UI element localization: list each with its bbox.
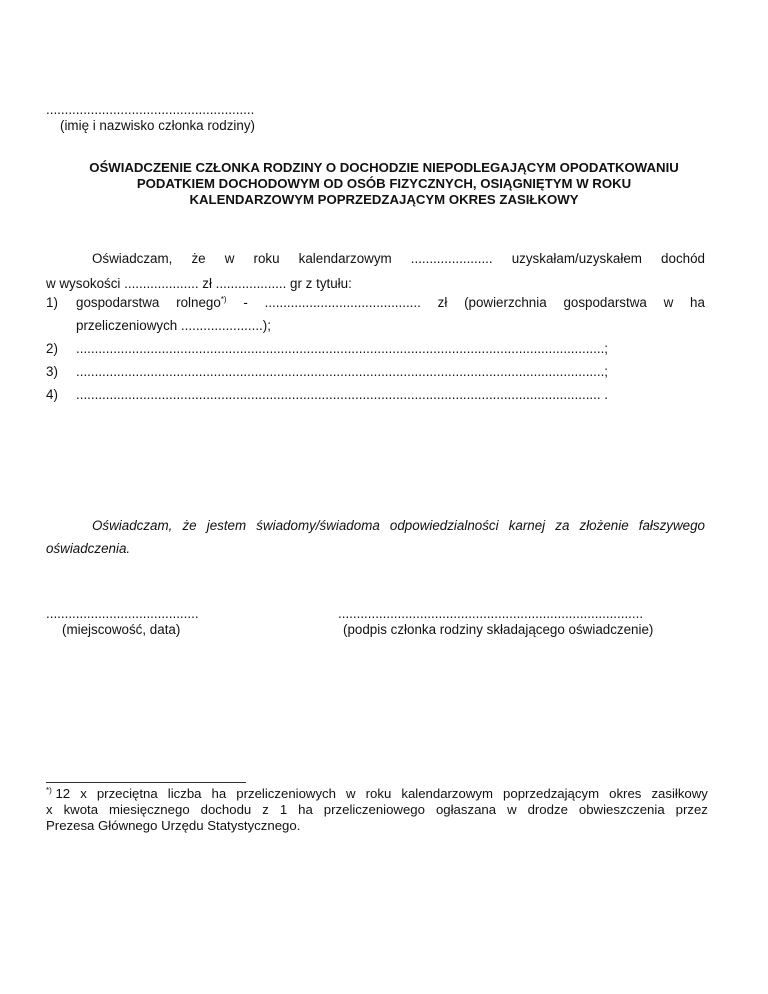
title-line-3: KALENDARZOWYM POPRZEDZAJĄCYM OKRES ZASIŁKOWY bbox=[189, 192, 579, 207]
declaration-word: świadomy/świadoma bbox=[256, 518, 380, 533]
footnote-word: przeliczeniowych bbox=[236, 786, 336, 801]
declaration-word: karnej bbox=[508, 518, 546, 533]
footnote-word: okres bbox=[609, 786, 642, 801]
footnote-word: 1 bbox=[279, 802, 288, 817]
item-2-number: 2) bbox=[46, 341, 58, 356]
footnote-marker-and-word: *) 12 bbox=[46, 786, 71, 801]
statement-word: dochód bbox=[661, 251, 705, 266]
item-1-number: 1) bbox=[46, 295, 58, 310]
footnote-word: ha bbox=[298, 802, 313, 817]
statement-line-2[interactable]: w wysokości .................... zł ................... gr z tytułu: bbox=[46, 276, 352, 291]
footnote-line-2 bbox=[46, 802, 708, 818]
footnote-line-1 bbox=[46, 786, 708, 802]
declaration-line-2: oświadczenia. bbox=[46, 541, 131, 556]
item-word: zł bbox=[437, 295, 448, 310]
declaration-line-1 bbox=[92, 518, 705, 533]
footnote-word: przeciętna bbox=[96, 786, 158, 801]
footnote-word: ha bbox=[211, 786, 227, 801]
footnote-reference: *) bbox=[220, 295, 227, 304]
item-2-field[interactable]: ..............................................................................................................................................; bbox=[76, 341, 609, 356]
declaration-word: fałszywego bbox=[638, 518, 705, 533]
item-word: w bbox=[663, 295, 674, 310]
item-1-line-1 bbox=[76, 295, 705, 310]
signature-dotted-line[interactable]: .................................................................................. bbox=[338, 606, 644, 621]
statement-word: roku bbox=[253, 251, 280, 266]
footnote-word: kalendarzowym bbox=[401, 786, 493, 801]
name-dotted-line[interactable]: ........................................................ bbox=[46, 102, 255, 117]
footnote-word: drodze bbox=[527, 802, 568, 817]
footnote-word: dochodu bbox=[200, 802, 252, 817]
footnote-word: poprzedzającym bbox=[503, 786, 600, 801]
item-word: - bbox=[243, 295, 248, 310]
footnote-word: zasiłkowy bbox=[651, 786, 708, 801]
item-word: gospodarstwa bbox=[563, 295, 647, 310]
item-word: ha bbox=[690, 295, 705, 310]
footnote-line-3: Prezesa Głównego Urzędu Statystycznego. bbox=[46, 818, 301, 833]
title-line-2: PODATKIEM DOCHODOWYM OD OSÓB FIZYCZNYCH, OSIĄGNIĘTYM W ROKU bbox=[136, 176, 632, 191]
footnote-separator bbox=[46, 782, 246, 783]
declaration-word: złożenie bbox=[579, 518, 629, 533]
footnote-word: liczba bbox=[167, 786, 202, 801]
statement-word: że bbox=[191, 251, 206, 266]
statement-word: kalendarzowym bbox=[298, 251, 392, 266]
place-date-label: (miejscowość, data) bbox=[62, 622, 181, 637]
signature-label: (podpis członka rodziny składającego oświadczenie) bbox=[343, 622, 654, 637]
statement-line-1 bbox=[92, 251, 705, 266]
document-title bbox=[40, 160, 728, 208]
item-3-field[interactable]: ..............................................................................................................................................; bbox=[76, 364, 609, 379]
declaration-word: że bbox=[182, 518, 197, 533]
footnote-word: ogłaszana bbox=[435, 802, 497, 817]
statement-word: uzyskałam/uzyskałem bbox=[511, 251, 642, 266]
declaration-word: za bbox=[555, 518, 570, 533]
year-field[interactable]: ...................... bbox=[410, 251, 493, 266]
footnote-word: przeliczeniowego bbox=[323, 802, 425, 817]
declaration-word: Oświadczam, bbox=[92, 518, 173, 533]
place-date-dotted-line[interactable]: ......................................... bbox=[46, 606, 199, 621]
footnote-word: x bbox=[80, 786, 87, 801]
statement-word: w bbox=[224, 251, 235, 266]
title-line-1: OŚWIADCZENIE CZŁONKA RODZINY O DOCHODZIE NIEPODLEGAJĄCYM OPODATKOWANIU bbox=[89, 160, 679, 175]
footnote-word: obwieszczenia bbox=[578, 802, 665, 817]
statement-word: Oświadczam, bbox=[92, 251, 173, 266]
item-word: gospodarstwa bbox=[76, 295, 160, 310]
footnote-word: miesięcznego bbox=[109, 802, 190, 817]
item-word-rolnego: rolnego*) bbox=[176, 295, 227, 310]
footnote-word: w bbox=[346, 786, 356, 801]
item-4-number: 4) bbox=[46, 387, 58, 402]
footnote-marker: *) bbox=[46, 786, 52, 795]
footnote-word: x bbox=[46, 802, 53, 817]
footnote-word: roku bbox=[365, 786, 392, 801]
item-4-field[interactable]: ............................................................................................................................................. . bbox=[76, 387, 609, 402]
footnote-word: z bbox=[262, 802, 269, 817]
farm-income-field[interactable]: .......................................... bbox=[264, 295, 421, 310]
footnote-word: przez bbox=[675, 802, 708, 817]
footnote-word: w bbox=[507, 802, 517, 817]
declaration-word: jestem bbox=[206, 518, 247, 533]
name-label: (imię i nazwisko członka rodziny) bbox=[60, 118, 255, 133]
item-word: (powierzchnia bbox=[464, 295, 547, 310]
farm-area-field[interactable]: przeliczeniowych ......................); bbox=[76, 318, 271, 333]
footnote-word: kwota bbox=[63, 802, 99, 817]
item-3-number: 3) bbox=[46, 364, 58, 379]
declaration-word: odpowiedzialności bbox=[389, 518, 499, 533]
footnote bbox=[46, 786, 708, 834]
